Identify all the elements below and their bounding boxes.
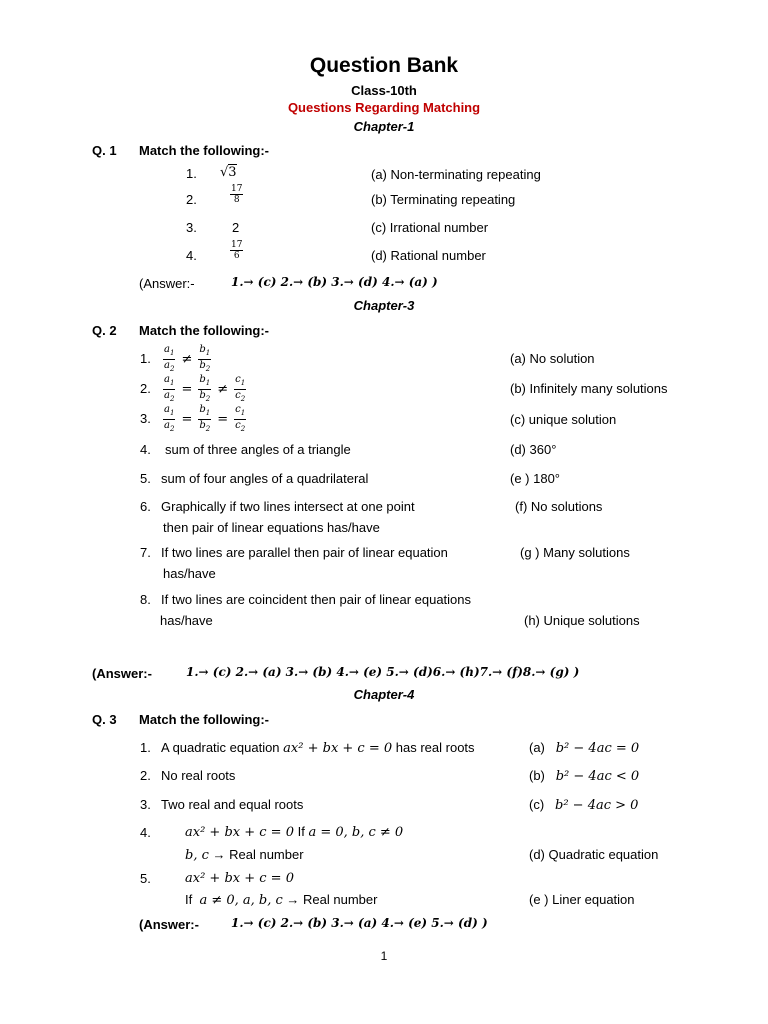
- q3-item-5-line2: If a ≠ 0, a, b, c → Real number: [185, 892, 378, 908]
- q2-item-3-expr: $\frac{a_1}{a_2}$ = $\frac{b_1}{b_2}$ = $\frac{c_1}{c_2}$: [164, 404, 246, 433]
- q3-answer: 1.→ (c) 2.→ (b) 3.→ (a) 4.→ (e) 5.→ (d) ): [231, 916, 488, 930]
- q3-item-3-text: Two real and equal roots: [161, 797, 304, 812]
- page-number: 1: [380, 949, 388, 963]
- chapter-3-heading: Chapter-3: [353, 298, 415, 313]
- q3-option-c: (c) b² − 4ac > 0: [529, 797, 639, 813]
- q3-item-2-text: No real roots: [161, 768, 236, 783]
- chapter-1-heading: Chapter-1: [353, 119, 415, 134]
- q2-option-b: (b) Infinitely many solutions: [510, 381, 668, 396]
- q2-item-2-expr: $\frac{a_1}{a_2}$ = $\frac{b_1}{b_2}$ ≠ $\frac{c_1}{c_2}$: [164, 374, 246, 403]
- q1-item-1-expr: √3: [220, 165, 237, 180]
- q3-option-b: (b) b² − 4ac < 0: [529, 768, 640, 784]
- q2-item-8-text-line2: has/have: [160, 613, 213, 628]
- q2-item-5-text: sum of four angles of a quadrilateral: [161, 471, 369, 486]
- q2-item-6-text: Graphically if two lines intersect at one point: [161, 499, 415, 514]
- q1-item-3-num: 3.: [186, 220, 197, 235]
- q2-item-4-text: sum of three angles of a triangle: [165, 442, 351, 457]
- q3-item-1-num: 1.: [140, 740, 151, 755]
- q2-option-c: (c) unique solution: [510, 412, 617, 427]
- q2-option-a: (a) No solution: [510, 351, 595, 366]
- q2-item-7-text-line2: has/have: [163, 566, 216, 581]
- q2-item-1-expr: $\frac{a_1}{a_2}$ ≠ $\frac{b_1}{b_2}$: [164, 344, 211, 373]
- q1-answer-label: (Answer:-: [139, 276, 195, 291]
- q2-item-7-text: If two lines are parallel then pair of linear equation: [161, 545, 448, 560]
- chapter-4-heading: Chapter-4: [353, 687, 415, 702]
- q1-item-4-fraction: $\frac{17}{6}$: [231, 240, 243, 261]
- q1-item-2-num: 2.: [186, 192, 197, 207]
- q3-item-4-line2: b, c → Real number: [185, 847, 304, 863]
- q2-item-4-num: 4.: [140, 442, 151, 457]
- class-label: Class-10th: [351, 83, 417, 98]
- q1-option-c: (c) Irrational number: [371, 220, 489, 235]
- subtitle: Questions Regarding Matching: [287, 100, 481, 115]
- q2-item-8-num: 8.: [140, 592, 151, 607]
- q1-item-3-expr: 2: [232, 220, 240, 235]
- q3-item-2-num: 2.: [140, 768, 151, 783]
- q2-option-e: (e ) 180°: [510, 471, 561, 486]
- q3-item-5-expr: ax² + bx + c = 0: [185, 871, 294, 886]
- q1-item-4-num: 4.: [186, 248, 197, 263]
- q1-option-d: (d) Rational number: [371, 248, 486, 263]
- q2-item-3-num: 3.: [140, 411, 151, 426]
- q3-option-e: (e ) Liner equation: [529, 892, 635, 907]
- q2-option-g: (g ) Many solutions: [520, 545, 630, 560]
- q3-option-a: (a) b² − 4ac = 0: [529, 740, 640, 756]
- q1-prompt: Match the following:-: [139, 143, 269, 158]
- q3-item-3-num: 3.: [140, 797, 151, 812]
- q1-item-2-fraction: $\frac{17}{8}$: [231, 184, 243, 205]
- q3-item-4-expr: ax² + bx + c = 0 If a = 0, b, c ≠ 0: [185, 824, 404, 840]
- q2-option-f: (f) No solutions: [515, 499, 603, 514]
- q2-item-7-num: 7.: [140, 545, 151, 560]
- q2-item-1-num: 1.: [140, 351, 151, 366]
- q2-prompt: Match the following:-: [139, 323, 269, 338]
- q3-item-5-num: 5.: [140, 871, 151, 886]
- q3-item-4-num: 4.: [140, 825, 151, 840]
- q3-prompt: Match the following:-: [139, 712, 269, 727]
- q1-option-b: (b) Terminating repeating: [371, 192, 516, 207]
- q1-label: Q. 1: [92, 143, 117, 158]
- q2-answer-label: (Answer:-: [92, 666, 152, 681]
- q1-item-1-num: 1.: [186, 166, 197, 181]
- q2-answer: 1.→ (c) 2.→ (a) 3.→ (b) 4.→ (e) 5.→ (d)6.→ (h)7.→ (f)8.→ (g) ): [186, 665, 580, 679]
- q2-item-6-num: 6.: [140, 499, 151, 514]
- page-title: Question Bank: [309, 54, 459, 77]
- q3-item-1-text: A quadratic equation ax² + bx + c = 0 has real roots: [161, 740, 475, 756]
- q2-item-8-text: If two lines are coincident then pair of linear equations: [161, 592, 472, 607]
- q2-option-d: (d) 360°: [510, 442, 557, 457]
- q2-item-2-num: 2.: [140, 381, 151, 396]
- q1-answer: 1.→ (c) 2.→ (b) 3.→ (d) 4.→ (a) ): [231, 275, 438, 289]
- q2-item-5-num: 5.: [140, 471, 151, 486]
- q2-item-6-text-line2: then pair of linear equations has/have: [163, 520, 380, 535]
- q2-label: Q. 2: [92, 323, 117, 338]
- q3-label: Q. 3: [92, 712, 117, 727]
- q1-option-a: (a) Non-terminating repeating: [371, 167, 541, 182]
- q3-option-d: (d) Quadratic equation: [529, 847, 659, 862]
- q3-answer-label: (Answer:-: [139, 917, 199, 932]
- q2-option-h: (h) Unique solutions: [524, 613, 640, 628]
